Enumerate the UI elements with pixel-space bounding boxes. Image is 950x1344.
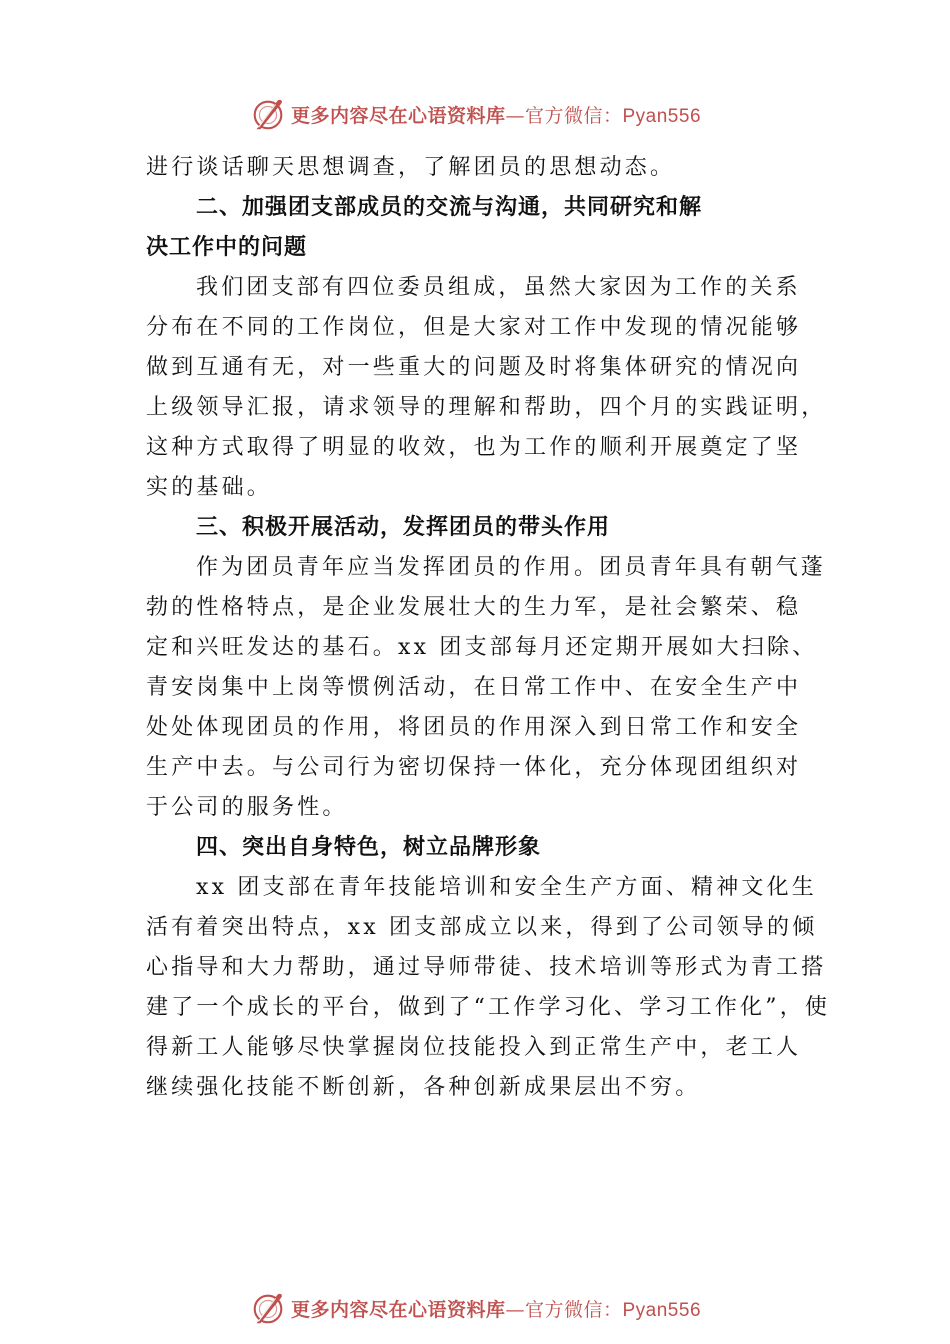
- banner-wechat-label: 官方微信：: [524, 1298, 623, 1321]
- document-body: [146, 148, 832, 1108]
- quill-pen-logo-icon: [249, 1289, 287, 1327]
- body-line: 勃的性格特点，是企业发展壮大的生力军，是社会繁荣、稳: [146, 595, 802, 620]
- banner-main-text: 更多内容尽在心语资料库: [290, 1298, 506, 1321]
- body-line: 上级领导汇报，请求领导的理解和帮助，四个月的实践证明，: [146, 395, 827, 420]
- banner-separator: —: [505, 1298, 525, 1321]
- body-line: 建了一个成长的平台，做到了“工作学习化、学习工作化”，使: [146, 995, 831, 1020]
- section-heading-3: 三、积极开展活动，发挥团员的带头作用: [196, 515, 611, 540]
- body-line: 作为团员青年应当发挥团员的作用。团员青年具有朝气蓬: [196, 555, 827, 580]
- body-line: xx 团支部在青年技能培训和安全生产方面、精神文化生: [196, 875, 818, 900]
- body-line: 处处体现团员的作用，将团员的作用深入到日常工作和安全: [146, 715, 802, 740]
- body-line: 青安岗集中上岗等惯例活动，在日常工作中、在安全生产中: [146, 675, 802, 700]
- body-line: 活有着突出特点，xx 团支部成立以来，得到了公司领导的倾: [146, 915, 818, 940]
- section-heading-2-cont: 决工作中的问题: [146, 235, 308, 260]
- section-heading-4: 四、突出自身特色，树立品牌形象: [196, 835, 542, 860]
- body-line: 继续强化技能不断创新，各种创新成果层出不穷。: [146, 1075, 701, 1100]
- body-line: 分布在不同的工作岗位，但是大家对工作中发现的情况能够: [146, 315, 802, 340]
- body-line: 于公司的服务性。: [146, 795, 348, 820]
- body-line: 实的基础。: [146, 475, 273, 500]
- header-banner: [0, 94, 950, 134]
- body-line: 我们团支部有四位委员组成，虽然大家因为工作的关系: [196, 275, 801, 300]
- banner-wechat-id: Pyan556: [622, 105, 702, 127]
- body-line: 生产中去。与公司行为密切保持一体化，充分体现团组织对: [146, 755, 802, 780]
- banner-separator: —: [505, 104, 525, 127]
- body-line: 定和兴旺发达的基石。xx 团支部每月还定期开展如大扫除、: [146, 635, 818, 660]
- body-line: 做到互通有无，对一些重大的问题及时将集体研究的情况向: [146, 355, 802, 380]
- body-line: 心指导和大力帮助，通过导师带徒、技术培训等形式为青工搭: [146, 955, 827, 980]
- quill-pen-logo-icon: [249, 95, 287, 133]
- banner-main-text: 更多内容尽在心语资料库: [290, 104, 506, 127]
- body-line: 得新工人能够尽快掌握岗位技能投入到正常生产中，老工人: [146, 1035, 802, 1060]
- banner-wechat-label: 官方微信：: [524, 104, 623, 127]
- body-line: 进行谈话聊天思想调查，了解团员的思想动态。: [146, 155, 676, 180]
- banner-wechat-id: Pyan556: [622, 1299, 702, 1321]
- body-line: 这种方式取得了明显的收效，也为工作的顺利开展奠定了坚: [146, 435, 802, 460]
- footer-banner: [0, 1288, 950, 1328]
- section-heading-2: 二、加强团支部成员的交流与沟通，共同研究和解: [196, 195, 703, 220]
